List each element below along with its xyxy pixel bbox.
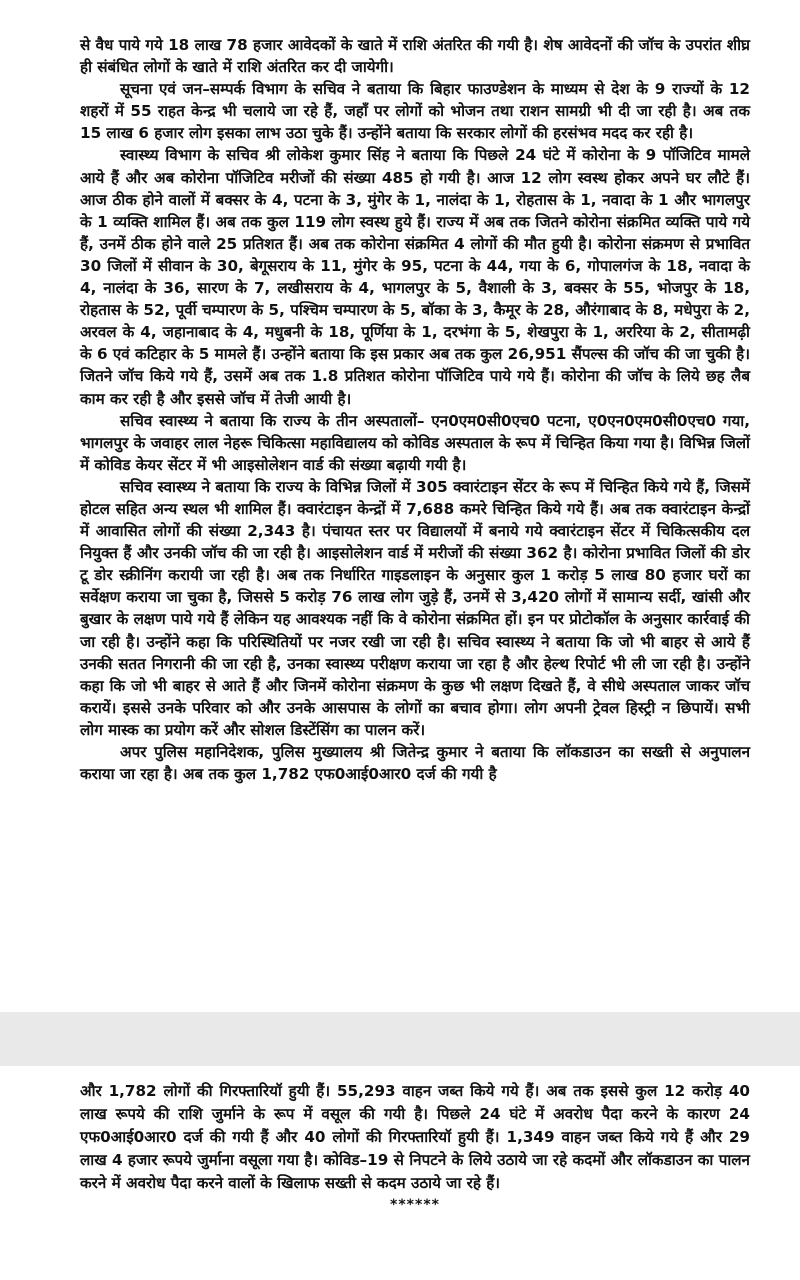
paragraph-arrests-fines: और 1,782 लोगों की गिरफ्तारियॉ हुयी हैं। 55,293 वाहन जब्त किये गये हैं। अब तक इससे कुल 12 करोड़ 40 लाख रूपये की राशि जुर्माने के रूप में वसूल की गयी है। पिछले 24 घंटे में अवरोध पैदा करने के कारण 24 एफ0आई0आर0 दर्ज की गयी हैं और 40 लोगों की गिरफ्तारियॉ हुयी हैं। 1,349 वाहन जब्त किये गये हैं और 29 लाख 4 हजार रूपये जुर्माना वसूला गया है। कोविड–19 से निपटने के लिये उठाये जा रहे कदमों और लॉकडाउन का पालन करने में अवरोध पैदा करने वालों के खिलाफ सख्ती से कदम उठाये जा रहे हैं। [80,1082,750,1192]
paragraph-quarantine-centres: सचिव स्वास्थ्य ने बताया कि राज्य के विभिन्न जिलों में 305 क्वारंटाइन सेंटर के रूप में चिन्हित किये गये हैं, जिसमें होटल सहित अन्य स्थल भी शामिल हैं। क्वारंटाइन केन्द्रों में 7,688 कमरे चिन्हित किये गये हैं। अब तक क्वारंटाइन केन्द्रों में आवासित लोगों की संख्या 2,343 है। पंचायत स्तर पर विद्यालयों में बनाये गये क्वारंटाइन सेंटर में चिकित्सकीय दल नियुक्त हैं और उनकी जॉच की जा रही है। आइसोलेशन वार्ड में मरीजों की संख्या 362 है। कोरोना प्रभावित जिलों की डोर टू डोर स्क्रीनिंग करायी जा रही है। अब तक निर्धारित गाइडलाइन के अनुसार कुल 1 करोड़ 5 लाख 80 हजार घरों का सर्वेक्षण कराया जा चुका है, जिससे 5 करोड़ 76 लाख लोग जुड़े हैं, उनमें से 3,420 लोगों में सामान्य सर्दी, खांसी और बुखार के लक्षण पाये गये हैं लेकिन यह आवश्यक नहीं कि वे कोरोना संक्रमित हों। इन पर प्रोटोकॉल के अनुसार कार्रवाई की जा रही है। उन्होंने कहा कि परिस्थितियों पर नजर रखी जा रही है। सचिव स्वास्थ्य ने बताया कि जो भी बाहर से आये हैं उनकी सतत निगरानी की जा रही है, उनका स्वास्थ्य परीक्षण कराया जा रहा है और हेल्थ रिपोर्ट भी ली जा रही है। उन्होंने कहा कि जो भी बाहर से आते हैं और जिनमें कोरोना संक्रमण के कुछ भी लक्षण दिखते हैं, वे सीधे अस्पताल जाकर जॉच करायें। इससे उनके परिवार को और उनके आसपास के लोगों का बचाव होगा। लोग अपनी ट्रेवल हिस्ट्री न छिपायें। सभी लोग मास्क का प्रयोग करें और सोशल डिस्टेंसिंग का पालन करें। [80,477,750,739]
end-of-document-mark: ****** [390,1197,440,1213]
paragraph-lockdown-police: अपर पुलिस महानिदेशक, पुलिस मुख्यालय श्री जितेन्द्र कुमार ने बताया कि लॉकडाउन का सख्ती से अनुपालन कराया जा रहा है। अब तक कुल 1,782 एफ0आई0आर0 दर्ज की गयी है [80,743,750,784]
document-page-lower [0,1066,800,1280]
paragraph-covid-hospitals: सचिव स्वास्थ्य ने बताया कि राज्य के तीन अस्पतालों– एन0एम0सी0एच0 पटना, ए0एन0एम0सी0एच0 गया, भागलपुर के जवाहर लाल नेहरू चिकित्सा महाविद्यालय को कोविड अस्पताल के रूप में चिन्हित किया गया है। विभिन्न जिलों में कोविड केयर सेंटर में भी आइसोलेशन वार्ड की संख्या बढ़ायी गयी है। [80,411,750,474]
paragraph-relief-centres: सूचना एवं जन–सम्पर्क विभाग के सचिव ने बताया कि बिहार फाउण्डेशन के माध्यम से देश के 9 राज्यों के 12 शहरों में 55 राहत केन्द्र भी चलाये जा रहे हैं, जहॉं पर लोगों को भोजन तथा राशन सामग्री भी दी जा रही है। अब तक 15 लाख 6 हजार लोग इसका लाभ उठा चुके हैं। उन्होंने बताया कि सरकार लोगों की हरसंभव मदद कर रही है। [80,80,750,143]
paragraph-payment-transfer: से वैध पाये गये 18 लाख 78 हजार आवेदकों के खाते में राशि अंतरित की गयी है। शेष आवेदनों की जॉच के उपरांत शीघ्र ही संबंधित लोगों के खाते में राशि अंतरित कर दी जायेगी। [80,36,750,77]
paragraph-corona-cases: स्वास्थ्य विभाग के सचिव श्री लोकेश कुमार सिंह ने बताया कि पिछले 24 घंटे में कोरोना के 9 पॉजिटिव मामले आये हैं और अब कोरोना पॉजिटिव मरीजों की संख्या 485 हो गयी है। आज 12 लोग स्वस्थ होकर अपने घर लौटे हैं। आज ठीक होने वालों में बक्सर के 4, पटना के 3, मुंगेर के 1, नालंदा के 1, रोहतास के 1, नवादा के 1 और भागलपुर के 1 व्यक्ति शामिल हैं। अब तक कुल 119 लोग स्वस्थ हुये हैं। राज्य में अब तक जितने कोरोना संक्रमित व्यक्ति पाये गये हैं, उनमें ठीक होने वाले 25 प्रतिशत हैं। अब तक कोरोना संक्रमित 4 लोगों की मौत हुयी है। कोरोना संक्रमण से प्रभावित 30 जिलों में सीवान के 30, बेगूसराय के 11, मुंगेर के 95, पटना के 44, गया के 6, गोपालगंज के 18, नवादा के 4, नालंदा के 36, सारण के 7, लखीसराय के 4, भागलपुर के 5, वैशाली के 3, बक्सर के 55, भोजपुर के 18, रोहतास के 52, पूर्वी चम्पारण के 5, पश्चिम चम्पारण के 5, बॉका के 3, कैमूर के 28, औरंगाबाद के 8, मधेपुरा के 2, अरवल के 4, जहानाबाद के 4, मधुबनी के 18, पूर्णिया के 1, दरभंगा के 5, शेखपुरा के 1, अररिया के 2, सीतामढ़ी के 6 एवं कटिहार के 5 मामले हैं। उन्होंने बताया कि इस प्रकार अब तक कुल 26,951 सैंपल्स की जॉच की जा चुकी है। जितने जॉच किये गये हैं, उसमें अब तक 1.8 प्रतिशत कोरोना पॉजिटिव पाये गये हैं। कोरोना की जॉच के लिये छह लैब काम कर रही है और इससे जॉच में तेजी आयी है। [80,146,750,408]
page-break-gap [0,1012,800,1066]
